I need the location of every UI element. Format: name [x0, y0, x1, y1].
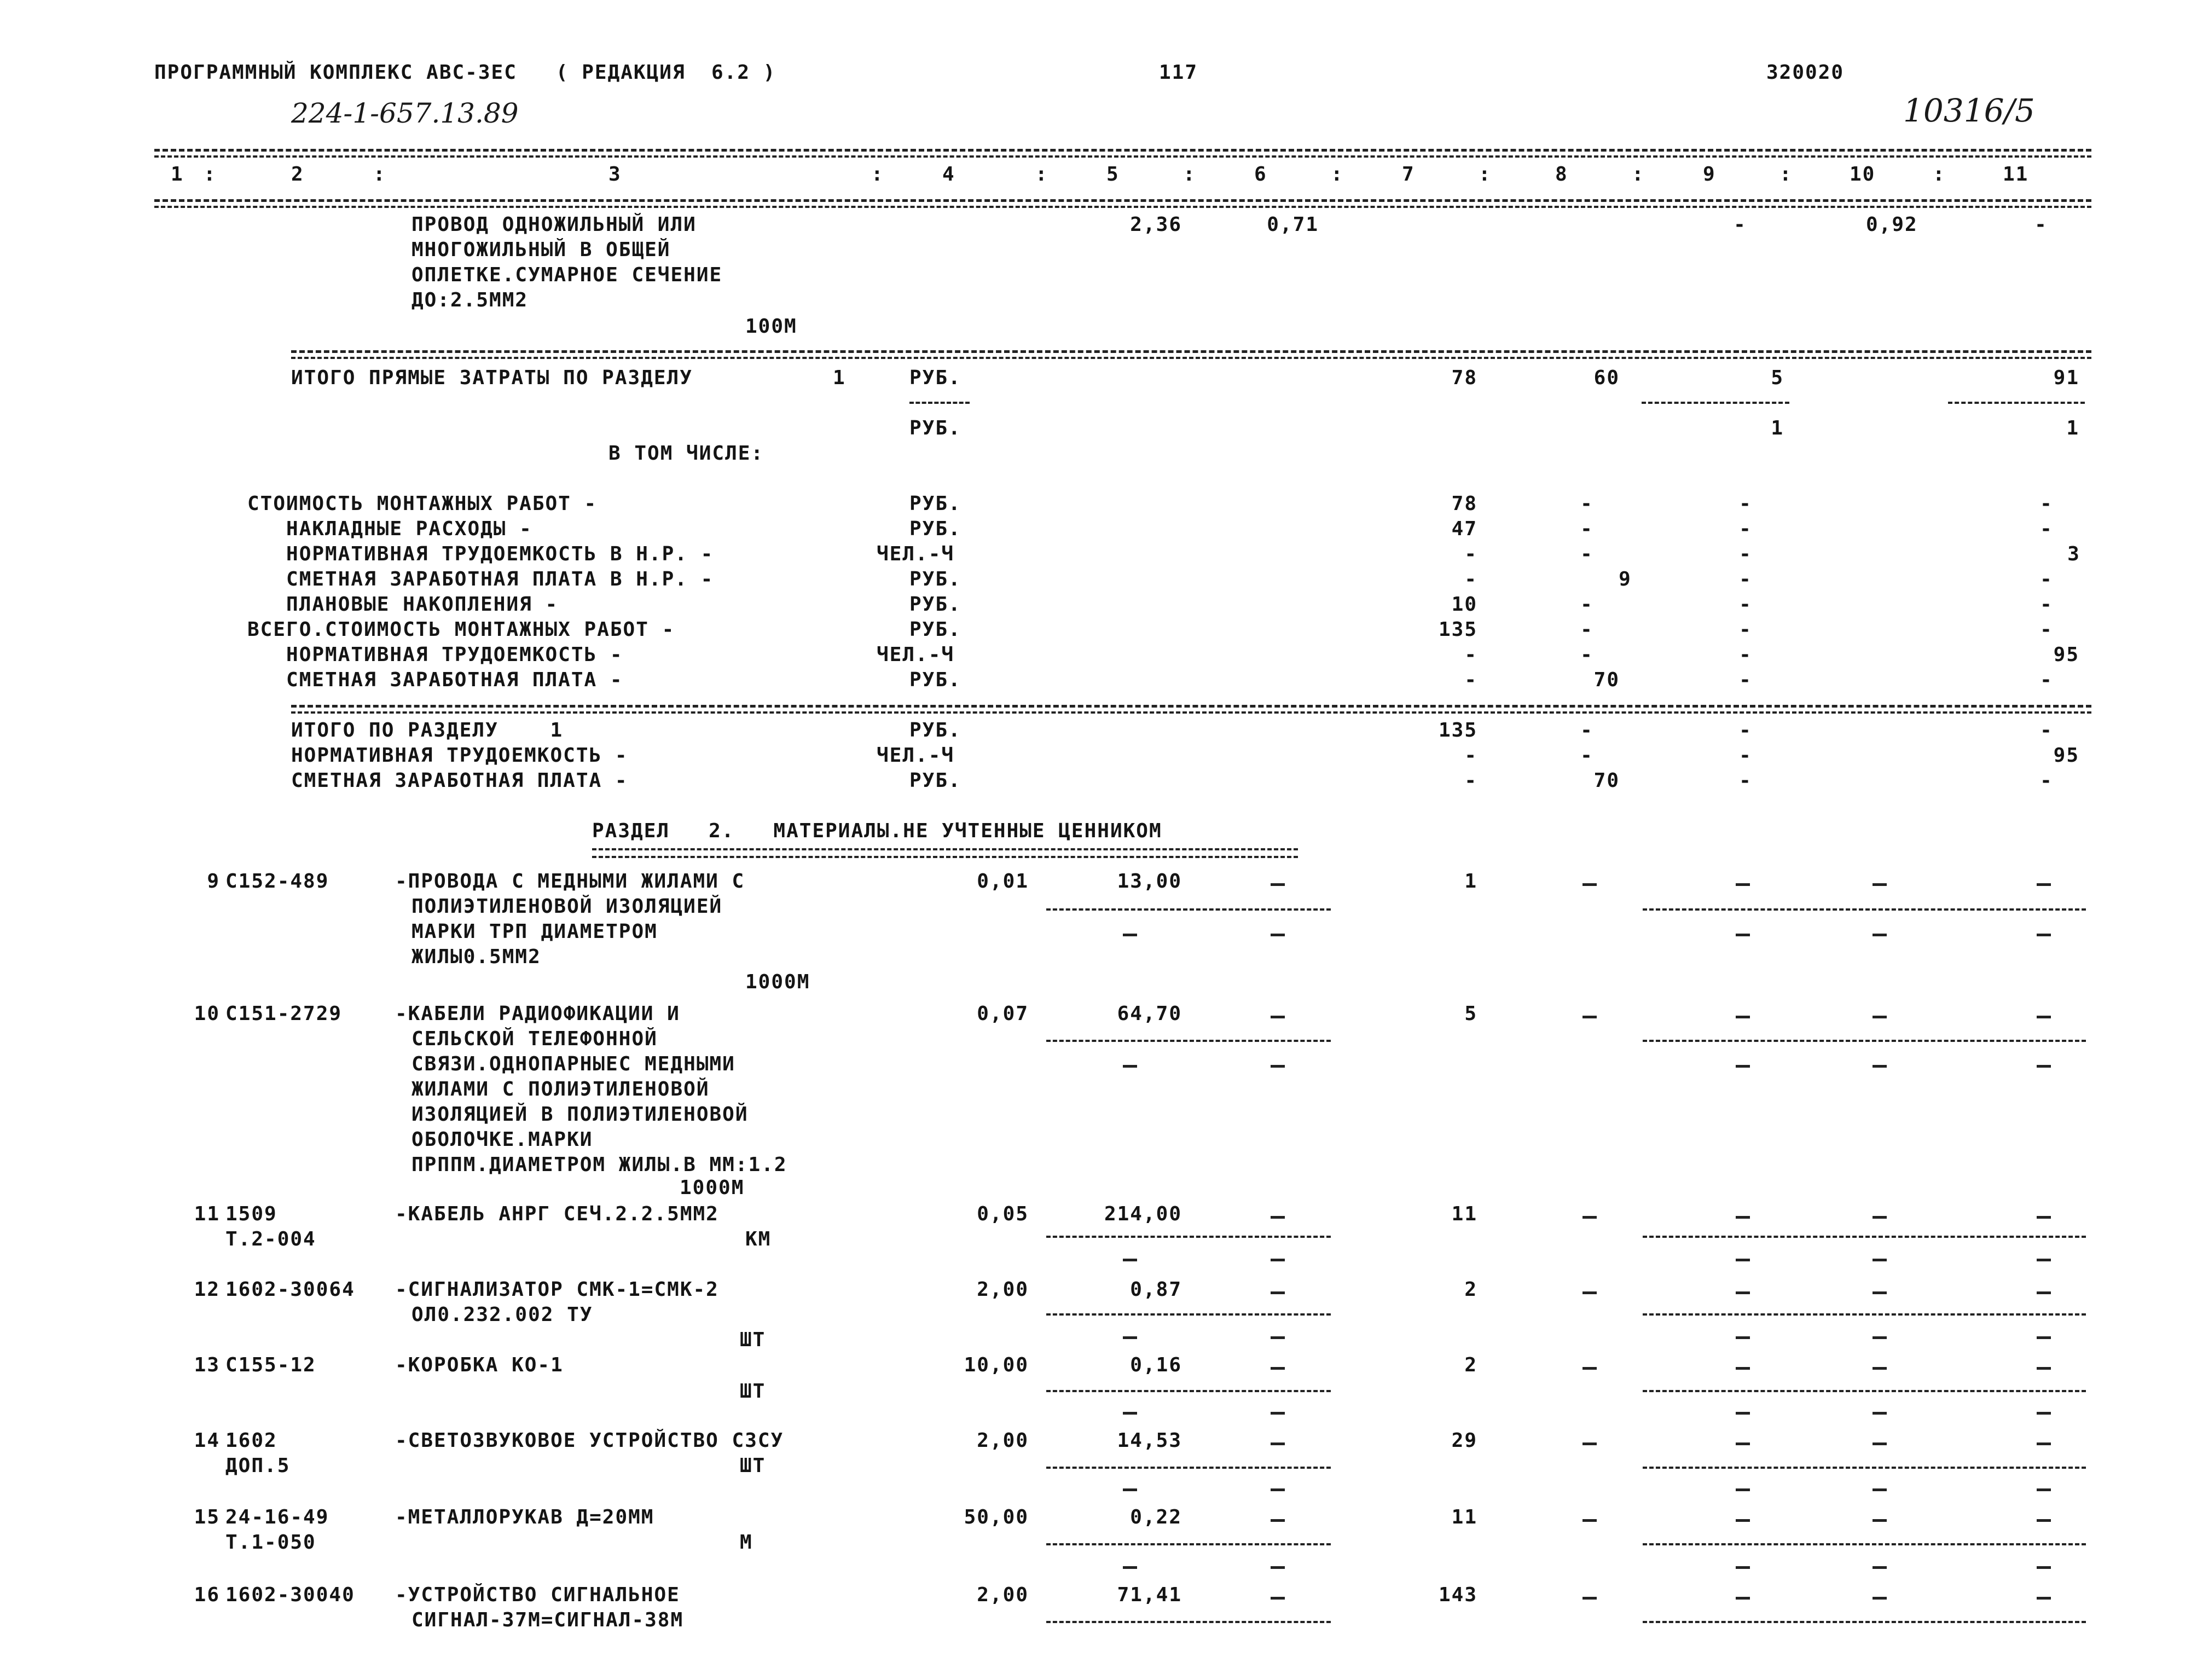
column-separator: 10 — [194, 1003, 220, 1025]
dash-rule — [1271, 1597, 1285, 1600]
column-separator: : — [204, 163, 217, 186]
col-header-7: 7 — [1402, 163, 1415, 186]
dash-rule — [1582, 1443, 1597, 1445]
column-separator: ЧЕЛ.-Ч — [877, 543, 955, 565]
section-rule-2 — [291, 357, 2091, 359]
column-separator: 95 — [2053, 644, 2079, 666]
header-rule-top — [154, 149, 2091, 152]
column-separator: 13,00 — [1117, 870, 1182, 893]
column-separator: - — [1739, 669, 1752, 691]
column-separator: 29 — [1451, 1429, 1477, 1452]
col-header-9: 9 — [1703, 163, 1716, 186]
column-separator: ОБОЛОЧКЕ.МАРКИ — [411, 1128, 593, 1151]
column-separator: 13 — [194, 1354, 220, 1376]
column-separator: - — [1580, 518, 1593, 540]
column-separator: 1602-30064 — [225, 1278, 355, 1301]
column-separator: С155-12 — [225, 1354, 316, 1376]
column-separator: СВЯЗИ.ОДНОПАРНЫЕС МЕДНЫМИ — [411, 1053, 735, 1075]
column-separator: - — [2040, 618, 2053, 641]
column-separator: - — [2040, 669, 2053, 691]
column-separator: - — [1739, 518, 1752, 540]
column-separator: - — [1464, 669, 1477, 691]
column-separator: ОЛ0.232.002 ТУ — [411, 1304, 593, 1326]
column-separator: -ПРОВОДА С МЕДНЫМИ ЖИЛАМИ С — [395, 870, 745, 893]
dash-rule — [1736, 883, 1750, 886]
column-separator: СЕЛЬСКОЙ ТЕЛЕФОННОЙ — [411, 1028, 658, 1050]
column-separator: -КАБЕЛЬ АНРГ СЕЧ.2.2.5ММ2 — [395, 1203, 719, 1225]
direct-costs-label: ИТОГО ПРЯМЫЕ ЗАТРАТЫ ПО РАЗДЕЛУ — [291, 367, 693, 389]
column-separator: ИЗОЛЯЦИЕЙ В ПОЛИЭТИЛЕНОВОЙ — [411, 1103, 749, 1126]
dash-rule — [1123, 1412, 1137, 1415]
document-code: 320020 — [1766, 61, 1845, 84]
direct-costs-unit-2: РУБ. — [909, 417, 961, 439]
column-separator: 70 — [1593, 769, 1620, 792]
column-separator: РУБ. — [909, 618, 961, 641]
column-separator: СМЕТНАЯ ЗАРАБОТНАЯ ПЛАТА - — [247, 669, 623, 691]
dash-rule — [1873, 1336, 1887, 1339]
dash-rule — [1642, 402, 1789, 404]
column-separator: ЖИЛЫ0.5ММ2 — [411, 946, 541, 968]
dash-rule — [1046, 1467, 1331, 1469]
column-separator: - — [2040, 769, 2053, 792]
column-separator: - — [1739, 568, 1752, 590]
dash-rule — [1046, 1621, 1331, 1623]
dash-rule — [1873, 1566, 1887, 1569]
dash-rule — [2037, 934, 2051, 936]
dash-rule — [1271, 1291, 1285, 1294]
column-separator: С151-2729 — [225, 1003, 343, 1025]
column-separator: - — [1739, 543, 1752, 565]
col-header-3: 3 — [608, 163, 622, 186]
dash-rule — [1736, 1336, 1750, 1339]
dash-rule — [1736, 1216, 1750, 1219]
column-separator: - — [1580, 593, 1593, 616]
column-separator: - — [1739, 493, 1752, 515]
dash-rule — [1271, 1412, 1285, 1415]
column-separator: 5 — [1464, 1003, 1477, 1025]
dash-rule — [1873, 1367, 1887, 1370]
column-separator: 135 — [1438, 618, 1477, 641]
item-unit: 100М — [745, 315, 797, 338]
dash-rule — [1582, 1016, 1597, 1018]
column-separator: ЖИЛАМИ С ПОЛИЭТИЛЕНОВОЙ — [411, 1078, 710, 1100]
direct-costs-col11: 91 — [2053, 367, 2079, 389]
handwritten-sheet-number: 10316/5 — [1903, 92, 2035, 129]
dash-rule — [1582, 1367, 1597, 1370]
dash-rule — [1736, 1412, 1750, 1415]
dash-rule — [909, 402, 970, 404]
column-separator: ДОП.5 — [225, 1455, 291, 1477]
item-col6: 0,71 — [1267, 213, 1319, 236]
dash-rule — [2037, 883, 2051, 886]
dash-rule — [1271, 934, 1285, 936]
column-separator: 47 — [1451, 518, 1477, 540]
dash-rule — [2037, 1566, 2051, 1569]
column-separator: СМЕТНАЯ ЗАРАБОТНАЯ ПЛАТА В Н.Р. - — [247, 568, 714, 590]
column-separator: РУБ. — [909, 719, 961, 741]
dash-rule — [1643, 1313, 2086, 1316]
column-separator: 1000М — [680, 1177, 745, 1199]
dash-rule — [2037, 1443, 2051, 1445]
column-separator: : — [1632, 163, 1645, 186]
column-separator: 11 — [1451, 1203, 1477, 1225]
direct-costs-col11b: 1 — [2066, 417, 2079, 439]
column-separator: 50,00 — [964, 1506, 1029, 1528]
dash-rule — [1271, 1016, 1285, 1018]
column-separator: 1 — [1464, 870, 1477, 893]
direct-costs-section: 1 — [833, 367, 846, 389]
column-separator: 1602 — [225, 1429, 277, 1452]
column-separator: РУБ. — [909, 518, 961, 540]
column-separator: ИТОГО ПО РАЗДЕЛУ 1 — [291, 719, 564, 741]
column-separator: - — [2040, 493, 2053, 515]
column-separator: СИГНАЛ-37М=СИГНАЛ-38М — [411, 1609, 684, 1631]
column-separator: - — [1739, 618, 1752, 641]
column-separator: 70 — [1593, 669, 1620, 691]
dash-rule — [1736, 1367, 1750, 1370]
column-separator: 2,00 — [977, 1278, 1029, 1301]
dash-rule — [1873, 1016, 1887, 1018]
column-separator: РУБ. — [909, 493, 961, 515]
col-header-11: 11 — [2003, 163, 2029, 186]
dash-rule — [1643, 1390, 2086, 1392]
item-col11: - — [2034, 213, 2048, 236]
dash-rule — [2037, 1519, 2051, 1522]
column-separator: 2 — [1464, 1278, 1477, 1301]
item-desc-line: ДО:2.5ММ2 — [411, 289, 529, 311]
direct-costs-col8: 60 — [1593, 367, 1620, 389]
column-separator: 10,00 — [964, 1354, 1029, 1376]
column-separator: : — [373, 163, 386, 186]
dash-rule — [2037, 1065, 2051, 1068]
dash-rule — [1271, 1065, 1285, 1068]
column-separator: 78 — [1451, 493, 1477, 515]
dash-rule — [1123, 1336, 1137, 1339]
dash-rule — [1736, 1488, 1750, 1491]
column-separator: С152-489 — [225, 870, 329, 893]
column-separator: ПЛАНОВЫЕ НАКОПЛЕНИЯ - — [247, 593, 559, 616]
column-separator: 9 — [207, 870, 220, 893]
dash-rule — [1123, 1065, 1137, 1068]
column-separator: ШТ — [740, 1455, 766, 1477]
column-separator: - — [2040, 518, 2053, 540]
dash-rule — [1582, 1519, 1597, 1522]
dash-rule — [1582, 883, 1597, 886]
column-separator: 0,01 — [977, 870, 1029, 893]
column-separator: 14 — [194, 1429, 220, 1452]
column-separator: : — [871, 163, 884, 186]
column-separator: -СВЕТОЗВУКОВОЕ УСТРОЙСТВО СЗСУ — [395, 1429, 784, 1452]
dash-rule — [1873, 1412, 1887, 1415]
dash-rule — [1736, 1519, 1750, 1522]
dash-rule — [1873, 1597, 1887, 1600]
column-separator: 0,87 — [1130, 1278, 1182, 1301]
column-separator: 1602-30040 — [225, 1584, 355, 1606]
column-separator: 0,05 — [977, 1203, 1029, 1225]
column-separator: : — [1779, 163, 1793, 186]
column-separator: 135 — [1438, 719, 1477, 741]
dash-rule — [1046, 1236, 1331, 1238]
column-separator: 95 — [2053, 744, 2079, 767]
column-separator: 71,41 — [1117, 1584, 1182, 1606]
column-separator: СТОИМОСТЬ МОНТАЖНЫХ РАБОТ - — [247, 493, 598, 515]
column-separator: Т.2-004 — [225, 1228, 316, 1250]
total-rule — [291, 705, 2091, 708]
dash-rule — [1736, 934, 1750, 936]
dash-rule — [1873, 1488, 1887, 1491]
column-separator: - — [1580, 719, 1593, 741]
column-separator: : — [1331, 163, 1344, 186]
dash-rule — [1271, 1443, 1285, 1445]
direct-costs-col9b: 1 — [1771, 417, 1784, 439]
dash-rule — [1736, 1597, 1750, 1600]
dash-rule — [1873, 1259, 1887, 1261]
column-separator: : — [1183, 163, 1196, 186]
dash-rule — [1643, 1467, 2086, 1469]
col-header-1: 1 — [171, 163, 184, 186]
dash-rule — [1582, 1291, 1597, 1294]
column-separator: - — [1739, 769, 1752, 792]
column-separator: 1509 — [225, 1203, 277, 1225]
dash-rule — [1736, 1291, 1750, 1294]
column-separator: 2,00 — [977, 1429, 1029, 1452]
column-separator: : — [1479, 163, 1492, 186]
dash-rule — [1873, 1291, 1887, 1294]
column-separator: -КАБЕЛИ РАДИОФИКАЦИИ И — [395, 1003, 680, 1025]
dash-rule — [1123, 934, 1137, 936]
dash-rule — [2037, 1412, 2051, 1415]
including-label: В ТОМ ЧИСЛЕ: — [608, 442, 764, 465]
column-separator: ШТ — [740, 1329, 766, 1351]
page-number: 117 — [1159, 61, 1198, 84]
column-separator: 11 — [194, 1203, 220, 1225]
column-separator: - — [1580, 744, 1593, 767]
column-separator: ПОЛИЭТИЛЕНОВОЙ ИЗОЛЯЦИЕЙ — [411, 895, 723, 918]
dash-rule — [1736, 1016, 1750, 1018]
column-separator: - — [1739, 744, 1752, 767]
column-separator: - — [2040, 593, 2053, 616]
dash-rule — [1873, 1443, 1887, 1445]
column-separator: НОРМАТИВНАЯ ТРУДОЕМКОСТЬ - — [247, 644, 623, 666]
dash-rule — [1271, 1566, 1285, 1569]
column-separator: ШТ — [740, 1380, 766, 1403]
dash-rule — [1873, 934, 1887, 936]
column-separator: -СИГНАЛИЗАТОР СМК-1=СМК-2 — [395, 1278, 719, 1301]
column-separator: 0,22 — [1130, 1506, 1182, 1528]
col-header-10: 10 — [1850, 163, 1876, 186]
dash-rule — [1046, 1040, 1331, 1042]
dash-rule — [1271, 1336, 1285, 1339]
column-separator: - — [1580, 543, 1593, 565]
column-separator: - — [2040, 568, 2053, 590]
column-separator: 143 — [1438, 1584, 1477, 1606]
dash-rule — [1873, 883, 1887, 886]
column-separator: КМ — [745, 1228, 772, 1250]
column-separator: М — [740, 1531, 753, 1554]
column-separator: РУБ. — [909, 669, 961, 691]
dash-rule — [1123, 1259, 1137, 1261]
column-separator: - — [1580, 493, 1593, 515]
col-header-5: 5 — [1106, 163, 1120, 186]
column-separator: Т.1-050 — [225, 1531, 316, 1554]
direct-costs-unit: РУБ. — [909, 367, 961, 389]
column-separator: 214,00 — [1104, 1203, 1182, 1225]
column-separator: 3 — [2067, 543, 2080, 565]
item-col10: 0,92 — [1866, 213, 1918, 236]
column-separator: 2,00 — [977, 1584, 1029, 1606]
column-separator: - — [1580, 644, 1593, 666]
column-separator: - — [1464, 769, 1477, 792]
header-rule-bottom-2 — [154, 206, 2091, 208]
dash-rule — [1873, 1519, 1887, 1522]
column-separator: -УСТРОЙСТВО СИГНАЛЬНОЕ — [395, 1584, 680, 1606]
dash-rule — [1046, 908, 1331, 911]
column-separator: 64,70 — [1117, 1003, 1182, 1025]
column-separator: РУБ. — [909, 593, 961, 616]
col-header-4: 4 — [942, 163, 955, 186]
section2-title: РАЗДЕЛ 2. МАТЕРИАЛЫ.НЕ УЧТЕННЫЕ ЦЕННИКОМ — [592, 820, 1162, 842]
column-separator: - — [1464, 744, 1477, 767]
column-separator: ВСЕГО.СТОИМОСТЬ МОНТАЖНЫХ РАБОТ - — [247, 618, 675, 641]
dash-rule — [1643, 1621, 2086, 1623]
column-separator: - — [1739, 719, 1752, 741]
section-rule — [291, 350, 2091, 353]
dash-rule — [2037, 1016, 2051, 1018]
column-separator: 1000М — [745, 971, 810, 993]
col-header-8: 8 — [1555, 163, 1568, 186]
total-rule-2 — [291, 711, 2091, 714]
dash-rule — [2037, 1336, 2051, 1339]
column-separator: МАРКИ ТРП ДИАМЕТРОМ — [411, 920, 658, 943]
column-separator: : — [1035, 163, 1048, 186]
column-separator: - — [2040, 719, 2053, 741]
column-separator: 24-16-49 — [225, 1506, 329, 1528]
column-separator: - — [1739, 644, 1752, 666]
dash-rule — [1643, 1040, 2086, 1042]
dash-rule — [1271, 1519, 1285, 1522]
item-desc-line: МНОГОЖИЛЬНЫЙ В ОБЩЕЙ — [411, 239, 671, 261]
dash-rule — [1123, 1566, 1137, 1569]
direct-costs-col9: 5 — [1771, 367, 1784, 389]
column-separator: НАКЛАДНЫЕ РАСХОДЫ - — [247, 518, 532, 540]
dash-rule — [1873, 1216, 1887, 1219]
column-separator: 10 — [1451, 593, 1477, 616]
dash-rule — [1736, 1443, 1750, 1445]
column-separator: - — [1464, 644, 1477, 666]
dash-rule — [2037, 1216, 2051, 1219]
column-separator: 2 — [1464, 1354, 1477, 1376]
dash-rule — [2037, 1488, 2051, 1491]
column-separator: 0,07 — [977, 1003, 1029, 1025]
column-separator: ПРППМ.ДИАМЕТРОМ ЖИЛЫ.В ММ:1.2 — [411, 1154, 787, 1176]
column-separator: - — [1580, 618, 1593, 641]
header-rule-bottom — [154, 199, 2091, 202]
dash-rule — [2037, 1291, 2051, 1294]
column-separator: РУБ. — [909, 769, 961, 792]
dash-rule — [1643, 1236, 2086, 1238]
column-separator: - — [1739, 593, 1752, 616]
dash-rule — [1271, 1367, 1285, 1370]
dash-rule — [1271, 883, 1285, 886]
column-separator: 11 — [1451, 1506, 1477, 1528]
column-separator: -КОРОБКА КО-1 — [395, 1354, 564, 1376]
item-col9: - — [1734, 213, 1747, 236]
column-separator: 16 — [194, 1584, 220, 1606]
column-separator: 15 — [194, 1506, 220, 1528]
dash-rule — [1873, 1065, 1887, 1068]
column-separator: 9 — [1619, 568, 1632, 590]
dash-rule — [1736, 1065, 1750, 1068]
dash-rule — [1046, 1390, 1331, 1392]
dash-rule — [1643, 1543, 2086, 1545]
item-desc-line: ОПЛЕТКЕ.СУМАРНОЕ СЕЧЕНИЕ — [411, 264, 723, 286]
column-separator: 14,53 — [1117, 1429, 1182, 1452]
item-col5: 2,36 — [1130, 213, 1182, 236]
header-rule-top-2 — [154, 155, 2091, 158]
dash-rule — [2037, 1259, 2051, 1261]
column-separator: 12 — [194, 1278, 220, 1301]
dash-rule — [1736, 1566, 1750, 1569]
dash-rule — [1271, 1259, 1285, 1261]
dash-rule — [1736, 1259, 1750, 1261]
section2-title-underline — [592, 848, 1298, 858]
column-separator: НОРМАТИВНАЯ ТРУДОЕМКОСТЬ В Н.Р. - — [247, 543, 714, 565]
item-desc-line: ПРОВОД ОДНОЖИЛЬНЫЙ ИЛИ — [411, 213, 697, 236]
dash-rule — [1582, 1597, 1597, 1600]
column-separator: - — [1464, 568, 1477, 590]
dash-rule — [1271, 1216, 1285, 1219]
column-separator: РУБ. — [909, 568, 961, 590]
column-separator: ЧЕЛ.-Ч — [877, 744, 955, 767]
column-separator: -МЕТАЛЛОРУКАВ Д=20ММ — [395, 1506, 654, 1528]
dash-rule — [1271, 1488, 1285, 1491]
dash-rule — [1643, 908, 2086, 911]
column-separator: 0,16 — [1130, 1354, 1182, 1376]
col-header-2: 2 — [291, 163, 304, 186]
column-separator: - — [1464, 543, 1477, 565]
col-header-6: 6 — [1254, 163, 1267, 186]
direct-costs-col7: 78 — [1451, 367, 1477, 389]
dash-rule — [1046, 1543, 1331, 1545]
dash-rule — [2037, 1367, 2051, 1370]
program-title: ПРОГРАММНЫЙ КОМПЛЕКС АВС-3ЕС ( РЕДАКЦИЯ 6.2 ) — [154, 61, 776, 84]
handwritten-project-number: 224-1-657.13.89 — [291, 97, 519, 129]
column-separator: НОРМАТИВНАЯ ТРУДОЕМКОСТЬ - — [291, 744, 628, 767]
dash-rule — [2037, 1597, 2051, 1600]
dash-rule — [1582, 1216, 1597, 1219]
dash-rule — [1046, 1313, 1331, 1316]
column-separator: СМЕТНАЯ ЗАРАБОТНАЯ ПЛАТА - — [291, 769, 628, 792]
dash-rule — [1123, 1488, 1137, 1491]
column-separator: : — [1933, 163, 1946, 186]
dash-rule — [1948, 402, 2085, 404]
column-separator: ЧЕЛ.-Ч — [877, 644, 955, 666]
